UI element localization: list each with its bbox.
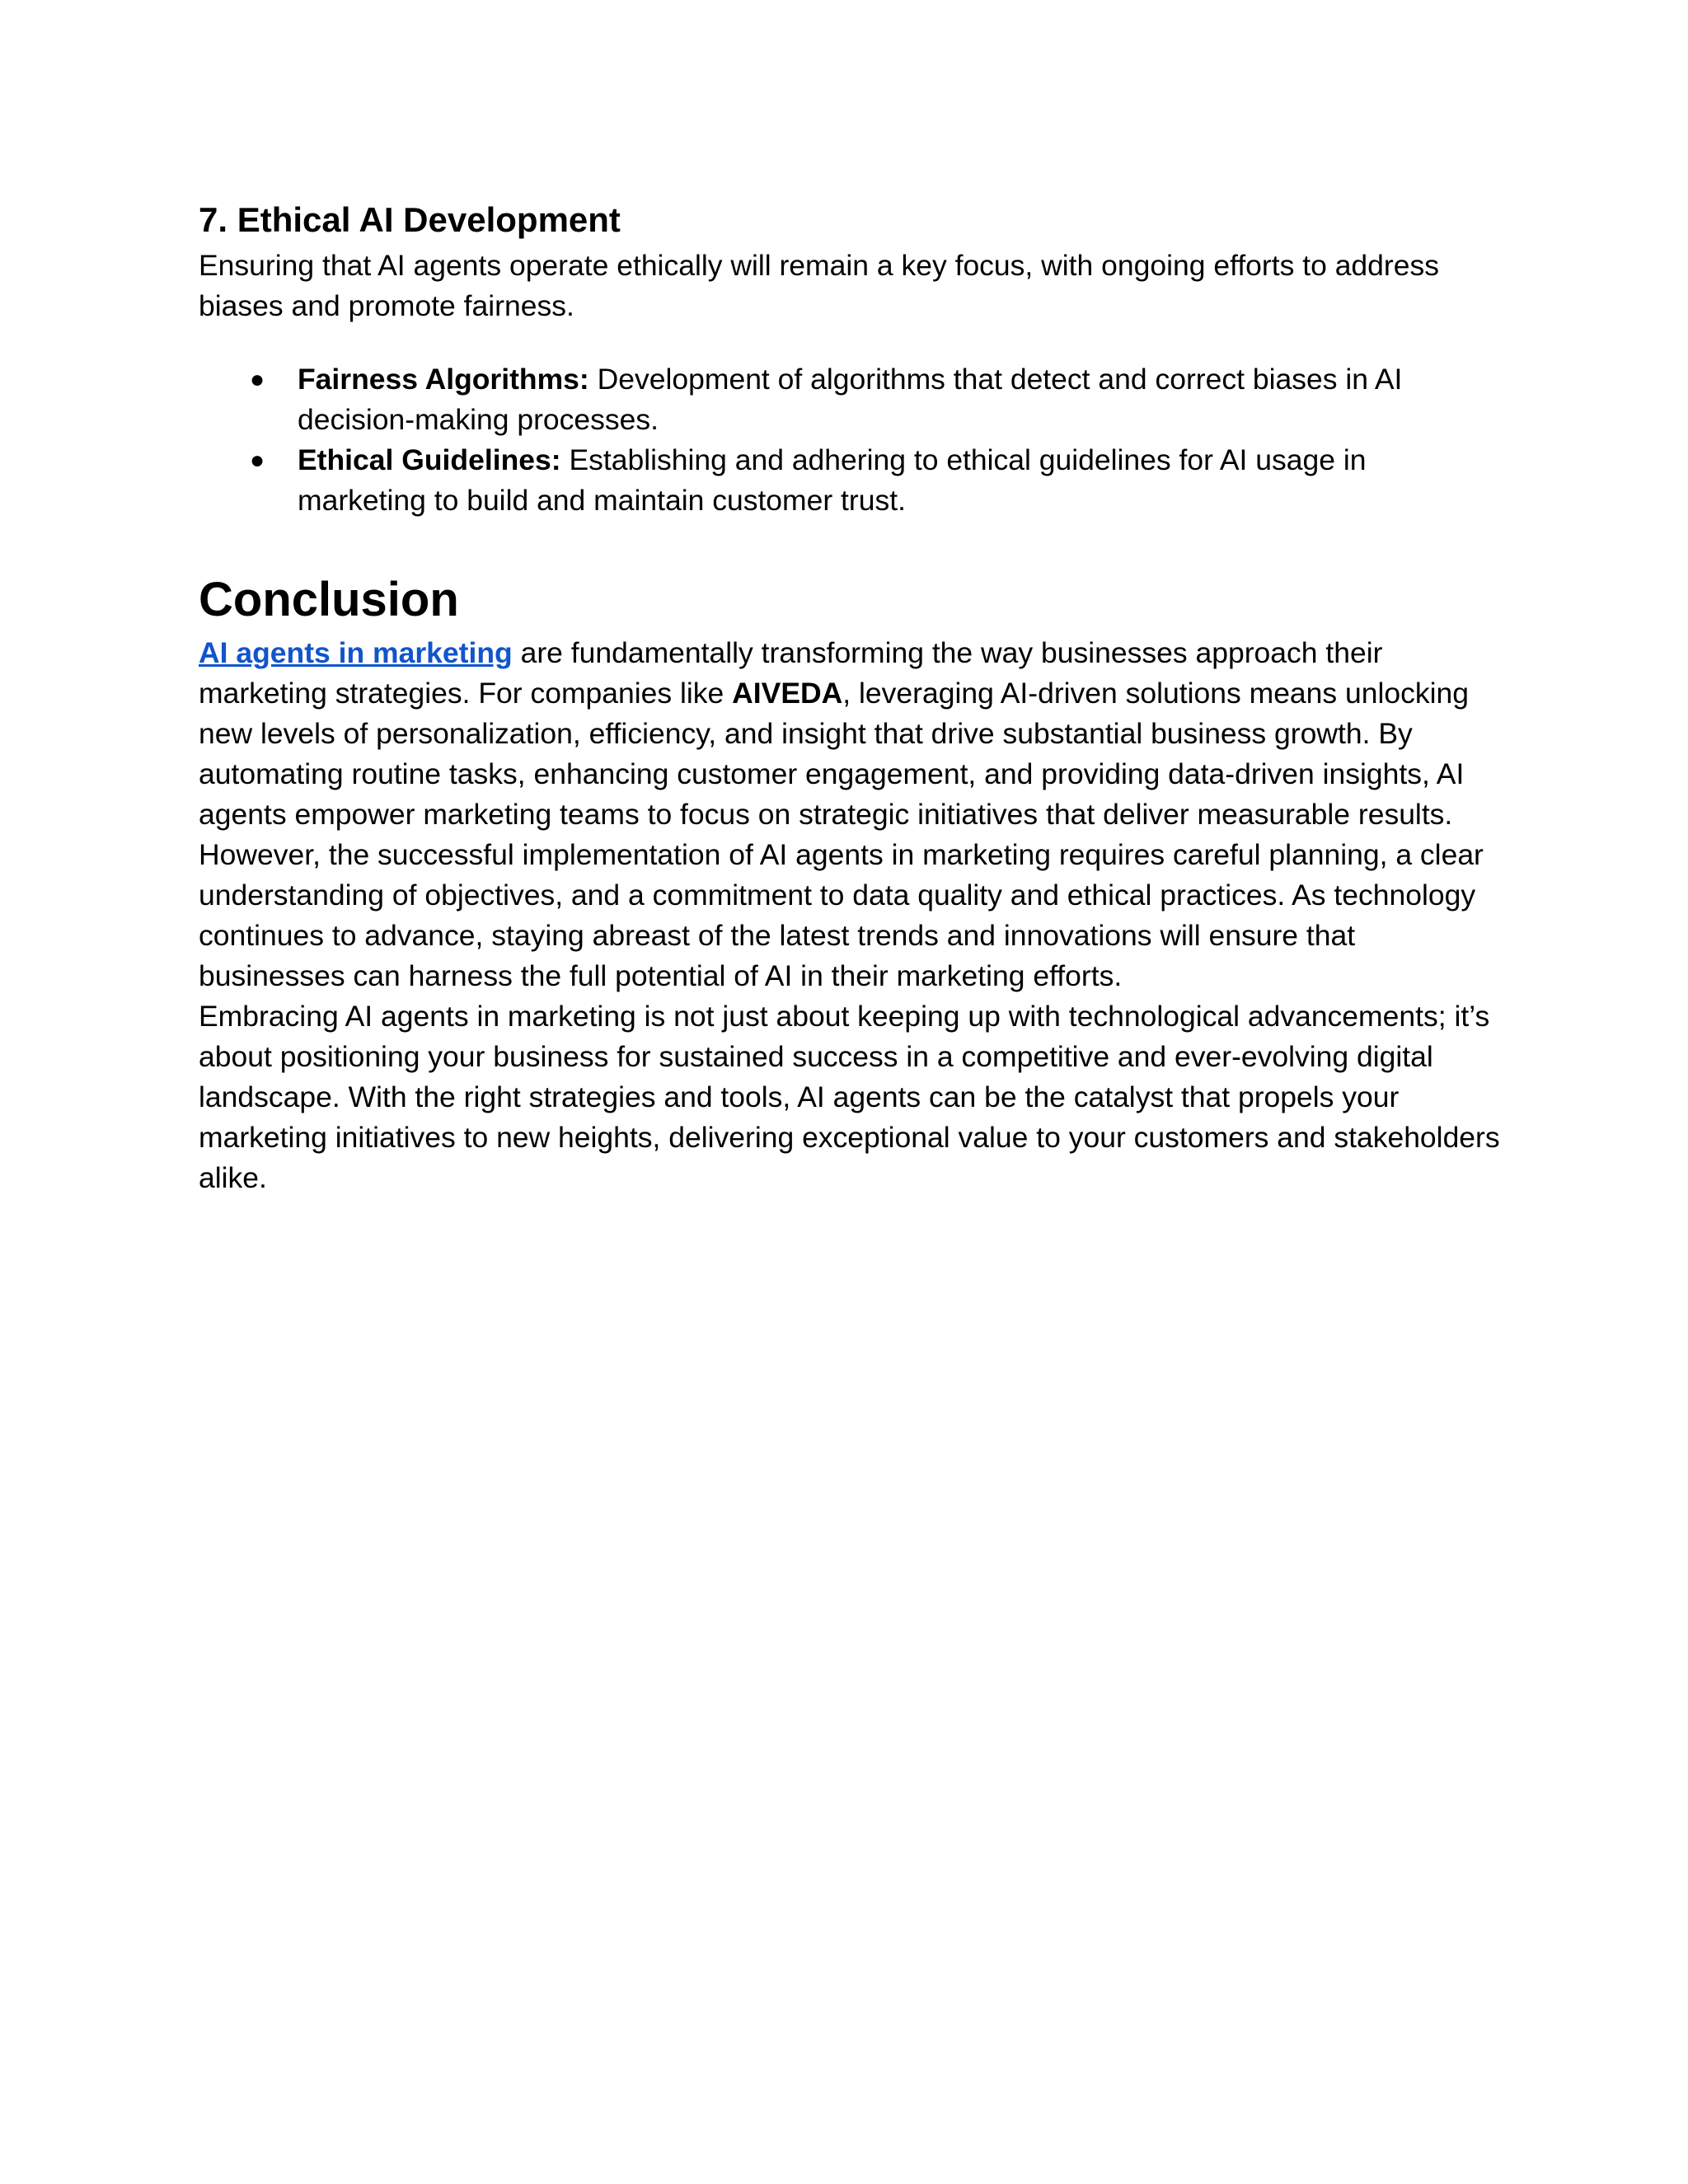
paragraph-text: , leveraging AI-driven solutions means unlocking new levels of personalization, efficiency, and insight that drive substantial business growth. By automating routine tasks, enhancing customer engagement, and providing data-driven insights, AI agents empower marketing teams to focus on strategic initiatives that deliver measurable results. <box>199 677 1470 831</box>
conclusion-paragraph-1 <box>199 633 1501 835</box>
paragraph-text: are fundamentally transforming the way businesses approach their marketing strategies. For companies like <box>199 636 1383 710</box>
list-item <box>199 359 1501 440</box>
bullet-term: Fairness Algorithms: <box>298 363 589 396</box>
bullet-list <box>199 359 1501 521</box>
document-page <box>199 194 1501 1198</box>
conclusion-paragraph-3: Embracing AI agents in marketing is not just about keeping up with technological advancements; it’s about positioning your business for sustained success in a competitive and ever-evolving digital landscape. With the right strategies and tools, AI agents can be the catalyst that propels your marketing initiatives to new heights, delivering exceptional value to your customers and stakeholders alike. <box>199 1000 1500 1194</box>
bullet-icon: ● <box>250 366 265 393</box>
bullet-icon: ● <box>250 447 265 474</box>
company-name: AIVEDA <box>732 677 843 710</box>
conclusion-heading: Conclusion <box>199 573 459 626</box>
bullet-text: Establishing and adhering to ethical guidelines for AI usage in marketing to build and maintain customer trust. <box>298 443 1367 517</box>
list-item <box>199 440 1501 521</box>
bullet-text: Development of algorithms that detect and correct biases in AI decision-making processes. <box>298 363 1403 436</box>
conclusion-paragraph-2: However, the successful implementation of AI agents in marketing requires careful planning, a clear understanding of objectives, and a commitment to data quality and ethical practices. As technology continues to advance, staying abreast of the latest trends and innovations will ensure that businesses can harness the full potential of AI in their marketing efforts. <box>199 838 1484 992</box>
bullet-term: Ethical Guidelines: <box>298 443 561 476</box>
section-heading: 7. Ethical AI Development <box>199 200 621 239</box>
ai-agents-link[interactable]: AI agents in marketing <box>199 636 513 669</box>
section-intro: Ensuring that AI agents operate ethically will remain a key focus, with ongoing efforts to address biases and promote fairness. <box>199 249 1439 322</box>
